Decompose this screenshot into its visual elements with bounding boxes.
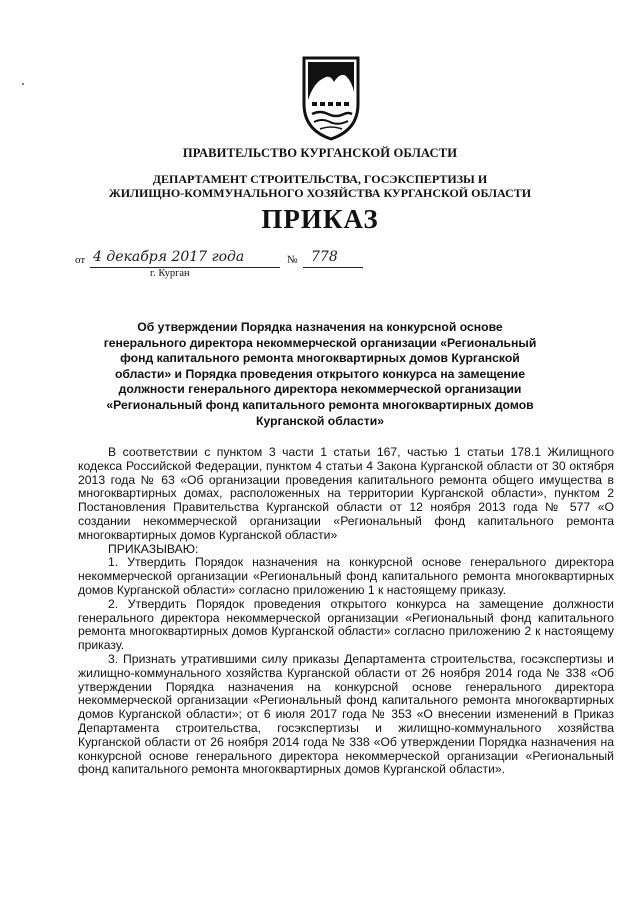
- order-body: [78, 446, 614, 777]
- government-name: ПРАВИТЕЛЬСТВО КУРГАНСКОЙ ОБЛАСТИ: [182, 146, 458, 160]
- order-subject: Об утверждении Порядка назначения на конкурсной основе генерального директора некоммерческой организации «Региональный фонд капитального ремонта многоквартирных домов Курганской области» и Порядка проведения открытого конкурса на замещение должности генерального директора некоммерческой организации «Региональный фонд капитального ремонта многоквартирных домов Курганской области»: [103, 320, 537, 428]
- number-underline: [303, 267, 363, 268]
- scan-dot: [22, 83, 24, 85]
- city: г. Курган: [150, 268, 190, 279]
- date-prefix: от: [75, 254, 86, 266]
- department-name: [0, 172, 640, 200]
- order-word: ПРИКАЗЫВАЮ:: [108, 541, 199, 556]
- preamble-paragraph: В соответствии с пунктом 3 части 1 статьи 167, частью 1 статьи 178.1 Жилищного кодекса Российской Федерации, пунктом 4 статьи 4 Закона Курганской области от 30 октября 2013 года № 63 «Об организации проведения капитального ремонта общего имущества в многоквартирных домах, расположенных на территории Курганской области», пунктом 2 Постановления Правительства Курганской области от 12 ноября 2013 года № 577 «О создании некоммерческой организации «Региональный фонд капитального ремонта многоквартирных домов Курганской области»: [78, 445, 614, 542]
- handwritten-date: 4 декабря 2017 года: [93, 249, 245, 265]
- document-type-title: ПРИКАЗ: [261, 204, 379, 234]
- item-1-paragraph: 1. Утвердить Порядок назначения на конкурсной основе генерального директора некоммерческой организации «Региональный фонд капитального ремонта многоквартирных домов Курганской области» согласно приложению 1 к настоящему приказу.: [78, 555, 614, 597]
- item-2-paragraph: 2. Утвердить Порядок проведения открытого конкурса на замещение должности генерального директора некоммерческой организации «Региональный фонд капитального ремонта многоквартирных домов Курганской области» согласно приложению 2 к настоящему приказу.: [78, 596, 614, 653]
- department-line-2: ЖИЛИЩНО-КОММУНАЛЬНОГО ХОЗЯЙСТВА КУРГАНСКОЙ ОБЛАСТИ: [108, 186, 532, 200]
- number-prefix: №: [287, 254, 298, 266]
- department-line-1: ДЕПАРТАМЕНТ СТРОИТЕЛЬСТВА, ГОСЭКСПЕРТИЗЫ И: [152, 172, 488, 186]
- date-number-line: [75, 248, 365, 268]
- coat-of-arms-icon: [300, 52, 362, 142]
- item-3-paragraph: 3. Признать утратившими силу приказы Департамента строительства, госэкспертизы и жилищно-коммунального хозяйства Курганской области от 26 ноября 2014 года № 338 «Об утверждении Порядка назначения на конкурсной основе генерального директора некоммерческой организации «Региональный фонд капитального ремонта многоквартирных домов Курганской области»; от 6 июля 2017 года № 353 «О внесении изменений в Приказ Департамента строительства, госэкспертизы и жилищно-коммунального хозяйства Курганской области от 26 ноября 2014 года № 338 «Об утверждении Порядка назначения на конкурсной основе генерального директора некоммерческой организации «Региональный фонд капитального ремонта многоквартирных домов Курганской области».: [78, 651, 614, 777]
- handwritten-number: 778: [311, 249, 338, 265]
